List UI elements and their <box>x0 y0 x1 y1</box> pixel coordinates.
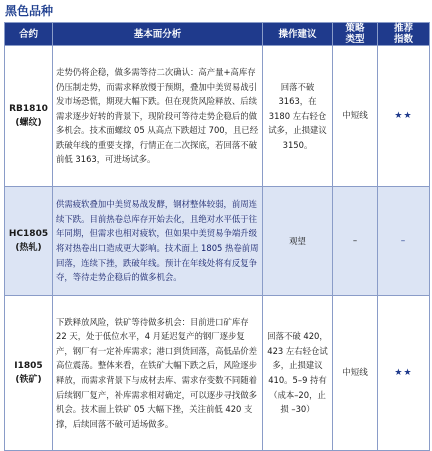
contract-cell <box>5 187 53 296</box>
advice-cell: 回落不破 420，423 左右轻仓试多，止损建议 410。5–9 持有（成本–20，止损 –30） <box>263 296 333 451</box>
header-contract: 合约 <box>5 23 53 46</box>
contract-cell <box>5 296 53 451</box>
contract-name: (螺纹) <box>15 118 42 128</box>
table-row-rb1810 <box>5 46 430 187</box>
header-rec <box>378 23 430 46</box>
table-row-i1805 <box>5 296 430 451</box>
table-row-hc1805 <box>5 187 430 296</box>
analysis-cell: 走势仍将企稳，做多需等待二次确认：高产量+高库存仍压制走势，而需求释放慢于预期，叠加中美贸易战引发市场恐慌，期现大幅下跌。但在现货风险释放、后续需求逐步好转的背景下，现阶段可等待走势企稳后的做多机会。技术面螺纹 05 从高点下跌超过 700，且已经跌破年线的重要支撑，行情正在二次探底，若回落不破前低 3163，可进场试多。 <box>53 46 263 187</box>
section-title: 黑色品种 <box>5 4 54 18</box>
contract-cell <box>5 46 53 187</box>
strategy-type-cell: 中短线 <box>333 296 378 451</box>
table-header-row <box>5 23 430 46</box>
header-rec-line1: 推荐 <box>393 23 413 34</box>
strategy-table <box>4 22 430 451</box>
header-strategy <box>333 23 378 46</box>
strategy-type-cell: – <box>333 187 378 296</box>
contract-code: I1805 <box>14 361 43 371</box>
header-rec-line2: 指数 <box>393 34 413 45</box>
strategy-type-cell: 中短线 <box>333 46 378 187</box>
recommendation-stars: – <box>378 187 430 296</box>
header-strategy-line1: 策略 <box>345 23 365 34</box>
contract-name: (热轧) <box>15 243 42 253</box>
advice-cell: 回落不破 3163，在 3180 左右轻仓试多，止损建议 3150。 <box>263 46 333 187</box>
contract-name: (铁矿) <box>15 375 42 385</box>
contract-code: RB1810 <box>9 104 48 114</box>
header-advice: 操作建议 <box>263 23 333 46</box>
analysis-cell: 供需疲软叠加中美贸易战发酵，钢材整体较弱，前周连续下跌。目前热卷总库存开始去化，且绝对水平低于往年同期，但需求也相对疲软，但如果中美贸易争端升级将对热卷出口造成更大影响。技术面上 1805 热卷前周回落，连续下挫，跌破年线。预计在年线处将有反复争夺，等待走势企稳后的做多机会。 <box>53 187 263 296</box>
analysis-cell: 下跌释放风险，铁矿等待做多机会：目前进口矿库存 22 天，处于低位水平，4 月延迟复产的钢厂逐步复产，钢厂有一定补库需求；港口到货回落，高低品价差高位震荡。整体来看，在铁矿大幅下跌之后，风险逐步释放，而需求背景下与成材去库、需求存变数不同随着后续钢厂复产，补库需求相对确定，可以逐步寻找做多机会。技术面上铁矿 05 大幅下挫，关注前低 420 支撑，后续回落不破可适场做多。 <box>53 296 263 451</box>
header-analysis: 基本面分析 <box>53 23 263 46</box>
contract-code: HC1805 <box>8 229 49 239</box>
recommendation-stars: ★★ <box>378 46 430 187</box>
header-strategy-line2: 类型 <box>345 34 365 45</box>
recommendation-stars: ★★ <box>378 296 430 451</box>
advice-cell: 观望 <box>263 187 333 296</box>
